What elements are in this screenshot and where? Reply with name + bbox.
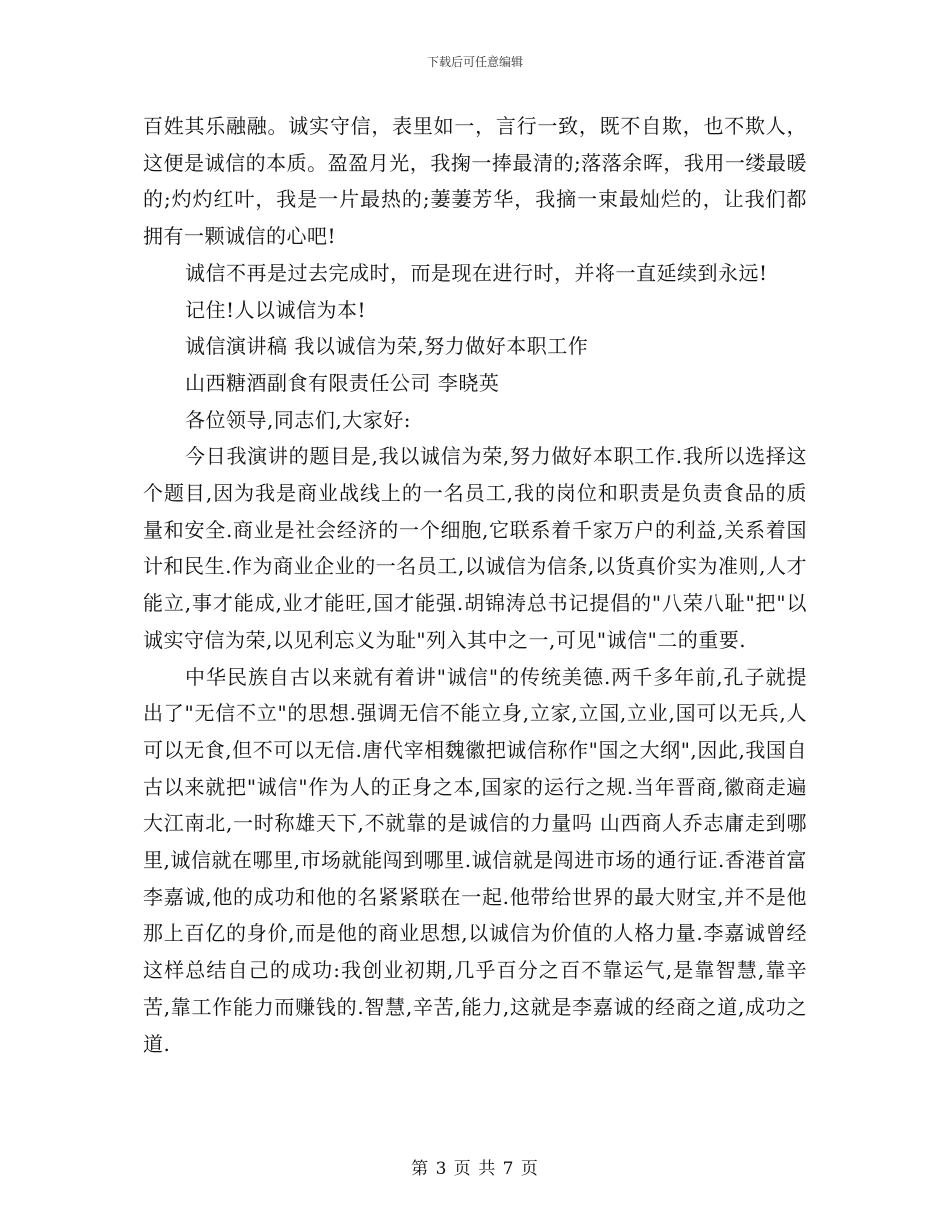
paragraph-3: 记住!人以诚信为本! [185,297,367,322]
page-header: 下载后可任意编辑 [426,55,523,69]
paragraph-1: 百姓其乐融融。诚实守信，表里如一，言行一致，既不自欺，也不欺人，这便是诚信的本质。盈盈月光，我掬一捧最清的;落落余晖，我用一缕最暖的;灼灼红叶，我是一片最热的;萋萋芳华，我摘一束最灿烂的，让我们都拥有一颗诚信的心吧! [143,114,807,249]
document-body [143,108,807,1062]
page-number: 第 3 页 共 7 页 [411,1159,539,1179]
paragraph-7: 今日我演讲的题目是,我以诚信为荣,努力做好本职工作.我所以选择这个题目,因为我是商业战线上的一名员工,我的岗位和职责是负责食品的质量和安全.商业是社会经济的一个细胞,它联系着千家万户的利益,关系着国计和民生.作为商业企业的一名员工,以诚信为信条,以货真价实为准则,人才能立,事才能成,业才能旺,国才能强.胡锦涛总书记提倡的"八荣八耻"把"以诚实守信为荣,以见利忘义为耻"列入其中之一,可见"诚信"二的重要. [143,444,807,652]
speech-author: 山西糖酒副食有限责任公司 李晓英 [185,370,500,395]
speech-title: 诚信演讲稿 我以诚信为荣,努力做好本职工作 [185,334,589,359]
paragraph-8: 中华民族自古以来就有着讲"诚信"的传统美德.两千多年前,孔子就提出了"无信不立"的思想.强调无信不能立身,立家,立国,立业,国可以无兵,人可以无食,但不可以无信.唐代宰相魏徽把诚信称作"国之大纲",因此,我国自古以来就把"诚信"作为人的正身之本,国家的运行之规.当年晋商,徽商走遍大江南北,一时称雄天下,不就靠的是诚信的力量吗 山西商人乔志庸走到哪里,诚信就在哪里,市场就能闯到哪里.诚信就是闯进市场的通行证.香港首富李嘉诚,他的成功和他的名紧紧联在一起.他带给世界的最大财宝,并不是他那上百亿的身价,而是他的商业思想,以诚信为价值的人格力量.李嘉诚曾经这样总结自己的成功:我创业初期,几乎百分之百不靠运气,是靠智慧,靠辛苦,靠工作能力而赚钱的.智慧,辛苦,能力,这就是李嘉诚的经商之道,成功之道. [143,664,807,1056]
paragraph-2: 诚信不再是过去完成时，而是现在进行时，并将一直延续到永远! [185,260,768,285]
speech-greeting: 各位领导,同志们,大家好: [185,407,411,432]
